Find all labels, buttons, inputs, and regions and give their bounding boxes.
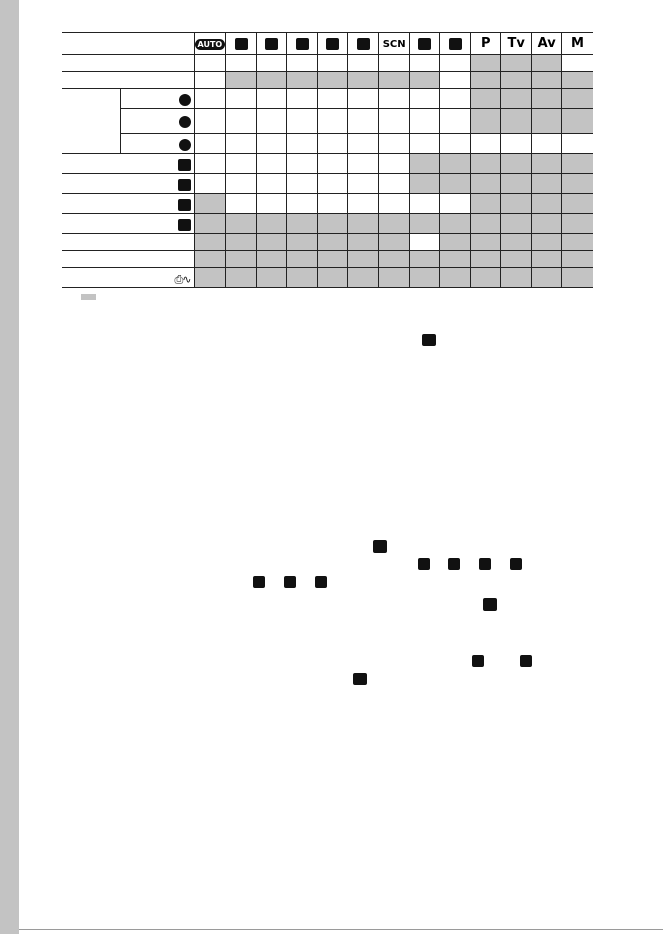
- availability-cell: [471, 268, 501, 288]
- availability-cell: [532, 268, 562, 288]
- availability-cell: [318, 194, 348, 214]
- availability-cell: [471, 154, 501, 174]
- availability-cell: [562, 268, 593, 288]
- availability-cell: [318, 72, 348, 89]
- availability-cell: [410, 154, 440, 174]
- mode-header-cell: [379, 33, 410, 55]
- row-label-cell: [62, 55, 194, 72]
- table-row: [62, 72, 593, 89]
- availability-cell: [318, 55, 348, 72]
- availability-cell: [257, 194, 287, 214]
- availability-cell: [287, 268, 318, 288]
- availability-cell: [348, 268, 379, 288]
- vivid-icon: [315, 576, 327, 588]
- availability-cell: [501, 109, 532, 134]
- availability-cell: [501, 174, 532, 194]
- availability-cell: [532, 194, 562, 214]
- availability-cell: [226, 72, 257, 89]
- availability-cell: [348, 194, 379, 214]
- availability-cell: [562, 174, 593, 194]
- availability-cell: [501, 214, 532, 234]
- availability-cell: [318, 251, 348, 268]
- availability-cell: [410, 214, 440, 234]
- table-row: [62, 154, 593, 174]
- metering-group-cell: [62, 89, 120, 154]
- availability-cell: [440, 234, 471, 251]
- availability-cell: [194, 72, 226, 89]
- availability-cell: [287, 234, 318, 251]
- availability-cell: [226, 154, 257, 174]
- row-label-cell: [62, 194, 194, 214]
- availability-cell: [410, 174, 440, 194]
- availability-cell: [226, 174, 257, 194]
- availability-cell: [318, 154, 348, 174]
- availability-cell: [440, 268, 471, 288]
- availability-cell: [410, 194, 440, 214]
- availability-cell: [410, 72, 440, 89]
- availability-cell: [501, 234, 532, 251]
- movie-icon: [449, 38, 462, 50]
- availability-cell: [379, 234, 410, 251]
- page-bottom-rule: [19, 929, 663, 930]
- availability-cell: [226, 89, 257, 109]
- availability-cell: [410, 251, 440, 268]
- row-label-cell: [120, 89, 194, 109]
- availability-cell: [226, 134, 257, 154]
- night-snapshot-icon: [296, 38, 309, 50]
- mode-header-cell: [226, 33, 257, 55]
- availability-cell: [348, 109, 379, 134]
- indoor-icon: [357, 38, 370, 50]
- availability-cell: [440, 214, 471, 234]
- availability-cell: [532, 109, 562, 134]
- availability-cell: [194, 174, 226, 194]
- availability-cell: [226, 214, 257, 234]
- availability-cell: [348, 89, 379, 109]
- table-row: [62, 174, 593, 194]
- availability-cell: [257, 214, 287, 234]
- availability-cell: [562, 251, 593, 268]
- availability-cell: [257, 174, 287, 194]
- availability-cell: [287, 134, 318, 154]
- availability-cell: [226, 234, 257, 251]
- availability-cell: [318, 214, 348, 234]
- availability-cell: [287, 194, 318, 214]
- availability-cell: [471, 89, 501, 109]
- availability-cell: [226, 268, 257, 288]
- availability-cell: [501, 55, 532, 72]
- availability-cell: [194, 214, 226, 234]
- row-label-cell: [62, 72, 194, 89]
- mode-header-cell: [318, 33, 348, 55]
- availability-cell: [287, 109, 318, 134]
- availability-cell: [440, 72, 471, 89]
- mode-header-cell: [287, 33, 318, 55]
- availability-cell: [471, 234, 501, 251]
- flash-off-icon: [178, 179, 191, 191]
- availability-cell: [379, 134, 410, 154]
- availability-cell: [562, 194, 593, 214]
- availability-cell: [194, 251, 226, 268]
- availability-cell: [501, 268, 532, 288]
- mode-header-cell: [562, 33, 593, 55]
- availability-cell: [348, 214, 379, 234]
- row-label-cell: [62, 251, 194, 268]
- availability-cell: [348, 134, 379, 154]
- availability-cell: [379, 89, 410, 109]
- table-row: [62, 55, 593, 72]
- availability-cell: [532, 214, 562, 234]
- page-edge-tab: [0, 0, 19, 934]
- availability-cell: [379, 174, 410, 194]
- availability-cell: [318, 268, 348, 288]
- foliage-icon: [418, 558, 430, 570]
- row-label-cell: [62, 174, 194, 194]
- aquarium-icon: [253, 576, 265, 588]
- black-white-icon: [472, 655, 484, 667]
- availability-cell: [379, 109, 410, 134]
- row-label-cell: [62, 234, 194, 251]
- table-row: [62, 214, 593, 234]
- availability-cell: [501, 251, 532, 268]
- availability-cell: [257, 72, 287, 89]
- availability-cell: [257, 268, 287, 288]
- center-weighted-metering-icon: [179, 116, 191, 128]
- availability-cell: [194, 234, 226, 251]
- availability-cell: [440, 134, 471, 154]
- availability-cell: [471, 194, 501, 214]
- row-label-cell: [120, 109, 194, 134]
- mode-label: SCN: [382, 39, 406, 50]
- table-row: [62, 268, 593, 288]
- availability-cell: [226, 109, 257, 134]
- sepia-icon: [483, 598, 497, 611]
- availability-cell: [194, 194, 226, 214]
- availability-cell: [501, 154, 532, 174]
- availability-cell: [379, 268, 410, 288]
- availability-cell: [471, 109, 501, 134]
- availability-cell: [348, 72, 379, 89]
- table-row: [62, 234, 593, 251]
- availability-cell: [379, 251, 410, 268]
- availability-cell: [410, 109, 440, 134]
- availability-cell: [257, 89, 287, 109]
- availability-cell: [379, 194, 410, 214]
- availability-cell: [471, 214, 501, 234]
- availability-cell: [379, 154, 410, 174]
- availability-cell: [226, 55, 257, 72]
- availability-cell: [440, 89, 471, 109]
- availability-cell: [318, 109, 348, 134]
- availability-cell: [287, 72, 318, 89]
- availability-cell: [379, 72, 410, 89]
- mode-header-cell: [440, 33, 471, 55]
- movie-icon: [353, 673, 367, 685]
- availability-cell: [471, 174, 501, 194]
- availability-cell: [348, 174, 379, 194]
- availability-cell: [194, 89, 226, 109]
- availability-cell: [440, 251, 471, 268]
- availability-cell: [440, 174, 471, 194]
- availability-cell: [257, 251, 287, 268]
- mode-header-cell: [348, 33, 379, 55]
- availability-cell: [287, 89, 318, 109]
- availability-cell: [318, 174, 348, 194]
- header-corner-cell: [62, 33, 194, 55]
- row-label-cell: [62, 268, 194, 288]
- availability-cell: [410, 89, 440, 109]
- availability-cell: [257, 134, 287, 154]
- spot-metering-icon: [179, 139, 191, 151]
- table-header-row: [62, 33, 593, 55]
- availability-cell: [348, 251, 379, 268]
- mode-header-cell: [194, 33, 226, 55]
- availability-cell: [257, 154, 287, 174]
- availability-cell: [410, 268, 440, 288]
- availability-cell: [379, 214, 410, 234]
- availability-cell: [471, 251, 501, 268]
- availability-cell: [287, 251, 318, 268]
- portrait-icon: [235, 38, 248, 50]
- availability-cell: [318, 89, 348, 109]
- row-label-cell: [62, 154, 194, 174]
- availability-cell: [257, 234, 287, 251]
- availability-cell: [348, 154, 379, 174]
- availability-cell: [501, 134, 532, 154]
- availability-cell: [501, 194, 532, 214]
- mode-header-cell: [410, 33, 440, 55]
- availability-cell: [410, 134, 440, 154]
- snow-icon: [448, 558, 460, 570]
- table-row: [62, 194, 593, 214]
- availability-cell: [194, 268, 226, 288]
- availability-cell: [562, 214, 593, 234]
- evaluative-metering-icon: [179, 94, 191, 106]
- availability-cell: [562, 89, 593, 109]
- print-share-icon: ⎙∿: [174, 273, 191, 286]
- availability-cell: [440, 109, 471, 134]
- color-effect-icon: [178, 159, 191, 171]
- mode-label: P: [480, 36, 491, 51]
- availability-cell: [562, 55, 593, 72]
- auto-mode-icon: AUTO: [195, 39, 226, 50]
- kids-pets-icon: [326, 38, 339, 50]
- mode-label: Av: [537, 36, 556, 51]
- availability-cell: [287, 214, 318, 234]
- availability-cell: [379, 55, 410, 72]
- underwater-icon: [422, 334, 436, 346]
- availability-cell: [226, 251, 257, 268]
- underwater-icon: [284, 576, 296, 588]
- mode-header-cell: [257, 33, 287, 55]
- availability-cell: [501, 89, 532, 109]
- availability-cell: [501, 72, 532, 89]
- movie-icon: [520, 655, 532, 667]
- availability-cell: [257, 109, 287, 134]
- availability-cell: [194, 55, 226, 72]
- availability-cell: [562, 109, 593, 134]
- availability-cell: [532, 89, 562, 109]
- mode-header-cell: [501, 33, 532, 55]
- beach-icon: [479, 558, 491, 570]
- availability-cell: [562, 134, 593, 154]
- iso-auto-icon: [178, 199, 191, 211]
- mode-label: Tv: [507, 36, 525, 51]
- mode-header-cell: [532, 33, 562, 55]
- table-row: [62, 89, 593, 109]
- availability-cell: [287, 174, 318, 194]
- availability-cell: [287, 55, 318, 72]
- availability-cell: [532, 251, 562, 268]
- availability-cell: [532, 234, 562, 251]
- availability-cell: [287, 154, 318, 174]
- table-row: [62, 134, 593, 154]
- stitch-assist-icon: [418, 38, 431, 50]
- table-row: [62, 251, 593, 268]
- availability-cell: [440, 55, 471, 72]
- availability-cell: [532, 72, 562, 89]
- availability-cell: [318, 234, 348, 251]
- availability-cell: [318, 134, 348, 154]
- availability-cell: [532, 154, 562, 174]
- availability-cell: [440, 154, 471, 174]
- mode-label: M: [570, 36, 584, 51]
- row-label-cell: [120, 134, 194, 154]
- my-colors-icon: [178, 219, 191, 231]
- availability-cell: [348, 55, 379, 72]
- availability-cell: [532, 134, 562, 154]
- availability-cell: [471, 55, 501, 72]
- availability-cell: [440, 194, 471, 214]
- availability-cell: [562, 154, 593, 174]
- availability-cell: [532, 55, 562, 72]
- availability-cell: [471, 72, 501, 89]
- availability-cell: [257, 55, 287, 72]
- availability-cell: [194, 134, 226, 154]
- availability-cell: [532, 174, 562, 194]
- mode-availability-table: [62, 32, 593, 288]
- fireworks-icon: [510, 558, 522, 570]
- availability-cell: [348, 234, 379, 251]
- availability-cell: [194, 109, 226, 134]
- availability-cell: [471, 134, 501, 154]
- availability-cell: [562, 234, 593, 251]
- availability-cell: [194, 154, 226, 174]
- row-label-cell: [62, 214, 194, 234]
- availability-cell: [410, 234, 440, 251]
- mode-header-cell: [471, 33, 501, 55]
- landscape-icon: [265, 38, 278, 50]
- availability-cell: [410, 55, 440, 72]
- availability-cell: [226, 194, 257, 214]
- table-row: [62, 109, 593, 134]
- shaded-legend-swatch: [81, 294, 96, 300]
- vivid-icon: [373, 540, 387, 553]
- availability-cell: [562, 72, 593, 89]
